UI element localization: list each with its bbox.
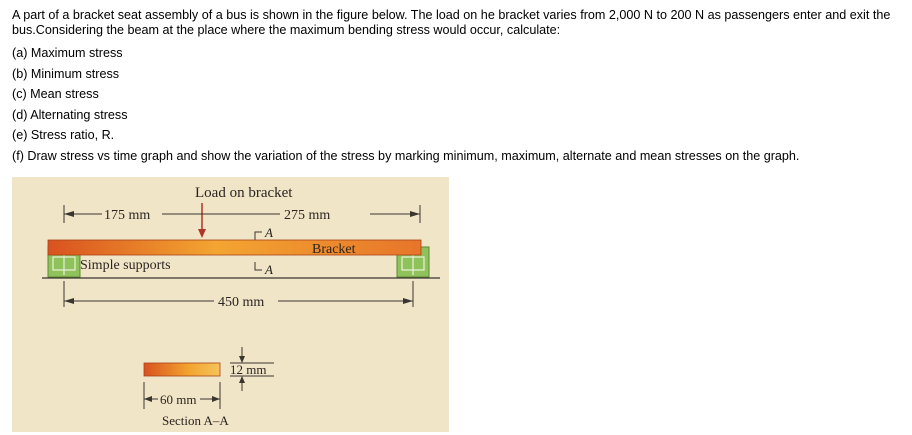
bracket-label: Bracket bbox=[312, 242, 356, 257]
question-intro: A part of a bracket seat assembly of a bus is shown in the figure below. The load on he bracket varies from 2,000 N to 200 N as passengers enter and exit the bus.Considering the beam at the place where the maximum bending stress would occur, calculate: bbox=[12, 8, 891, 37]
bracket-beam bbox=[48, 240, 421, 255]
item-stress-graph: (f) Draw stress vs time graph and show the variation of the stress by marking minimum, maximum, alternate and mean stresses on the graph. bbox=[12, 148, 800, 163]
item-mean-stress: (c) Mean stress bbox=[12, 87, 99, 101]
dim-thickness-label: 12 mm bbox=[230, 362, 267, 377]
dim-span-label: 450 mm bbox=[218, 295, 265, 310]
cross-section bbox=[144, 363, 220, 376]
item-min-stress: (b) Minimum stress bbox=[12, 66, 120, 81]
dim-width-label: 60 mm bbox=[160, 392, 197, 407]
dim-right-label: 275 mm bbox=[284, 208, 331, 223]
dim-left-label: 175 mm bbox=[104, 208, 151, 223]
section-label: Section A–A bbox=[162, 413, 229, 428]
item-stress-ratio: (e) Stress ratio, R. bbox=[12, 128, 115, 142]
supports-label: Simple supports bbox=[80, 258, 171, 273]
section-mark-top: A bbox=[265, 225, 273, 240]
bracket-figure bbox=[12, 177, 449, 432]
item-max-stress: (a) Maximum stress bbox=[12, 46, 123, 60]
section-mark-bottom: A bbox=[265, 262, 273, 277]
item-alternating-stress: (d) Alternating stress bbox=[12, 107, 128, 122]
question-items bbox=[12, 43, 799, 166]
load-label: Load on bracket bbox=[195, 185, 293, 201]
